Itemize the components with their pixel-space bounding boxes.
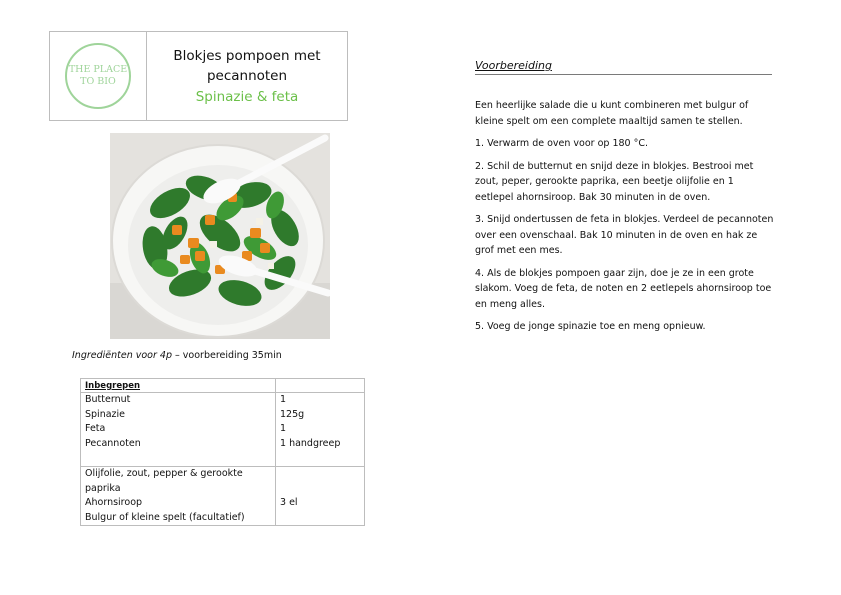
included-qty-cell — [276, 393, 365, 467]
ingredient-qty: 125g — [280, 408, 305, 420]
salad-photo — [110, 133, 330, 339]
recipe-subtitle: Spinazie & feta — [195, 88, 299, 105]
ingredient-qty: 3 el — [280, 497, 298, 509]
preparation-step: 4. Als de blokjes pompoen gaar zijn, doe je ze in een grote slakom. Voeg de feta, de noten en 2 eetlepels ahornsiroop toe en meng alles. — [475, 267, 772, 310]
included-names-cell — [81, 393, 276, 467]
ingredient-qty: 1 — [280, 423, 287, 435]
table-row-included — [81, 393, 365, 467]
ingredients-caption-italic: Ingrediënten voor 4p — [72, 350, 172, 361]
title-cell — [147, 32, 347, 120]
ingredient-name: Bulgur of kleine spelt (facultatief) — [85, 511, 245, 523]
ingredients-caption-rest: – voorbereiding 35min — [172, 350, 282, 361]
preparation-step: 3. Snijd ondertussen de feta in blokjes. Verdeel de pecannoten over een ovenschaal. Bak 10 minuten in de oven en hak ze grof met een mes. — [475, 214, 774, 256]
ingredient-name: Butternut — [85, 394, 131, 405]
table-header-empty — [276, 379, 365, 393]
salad-illustration — [110, 133, 330, 339]
preparation-step: 5. Voeg de jonge spinazie toe en meng opnieuw. — [475, 321, 706, 332]
preparation-divider — [475, 74, 772, 75]
recipe-title-line2: pecannoten — [206, 67, 288, 84]
ingredient-qty — [280, 482, 360, 497]
recipe-title-line1: Blokjes pompoen met — [173, 47, 321, 64]
ingredient-qty — [280, 511, 360, 526]
preparation-title: Voorbereiding — [475, 59, 552, 72]
preparation-step: 2. Schil de butternut en snijd deze in blokjes. Bestrooi met zout, peper, gerookte paprika, een beetje olijfolie en 1 eetlepel ahornsiroop. Bak 30 minuten in de oven. — [475, 160, 754, 203]
ingredient-qty — [280, 467, 360, 482]
recipe-header — [49, 31, 348, 121]
ingredient-qty: 1 — [280, 394, 287, 405]
ingredients-caption — [72, 350, 282, 361]
ingredient-name: Pecannoten — [85, 437, 141, 449]
spacer-line — [85, 451, 271, 466]
brand-logo — [65, 43, 131, 109]
logo-text-line2: TO BIO — [80, 76, 116, 87]
logo-text-line1: THE PLACE — [68, 64, 128, 75]
spacer-line — [280, 451, 360, 466]
ingredient-name: paprika — [85, 482, 121, 494]
table-header: Inbegrepen — [81, 379, 276, 393]
ingredient-name: Ahornsiroop — [85, 497, 143, 509]
logo-cell — [50, 32, 147, 120]
preparation-body — [475, 98, 775, 342]
ingredient-qty: 1 handgreep — [280, 437, 341, 449]
ingredient-name: Spinazie — [85, 408, 126, 420]
preparation-step: 1. Verwarm de oven voor op 180 °C. — [475, 138, 649, 149]
table-row-extra — [81, 466, 365, 525]
extra-names-cell — [81, 466, 276, 525]
preparation-intro: Een heerlijke salade die u kunt combineren met bulgur of kleine spelt om een complete maaltijd samen te stellen. — [475, 100, 749, 127]
ingredient-name: Olijfolie, zout, pepper & gerookte — [85, 467, 243, 479]
extra-qty-cell — [276, 466, 365, 525]
ingredient-name: Feta — [85, 423, 106, 435]
ingredients-table — [80, 378, 365, 526]
table-header-row — [81, 379, 365, 393]
